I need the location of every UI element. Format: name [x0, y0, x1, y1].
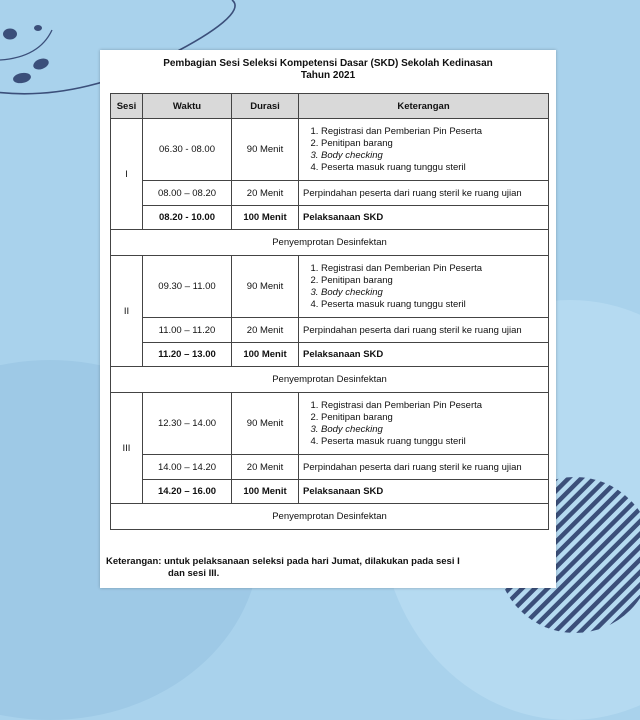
- title-line-1: Pembagian Sesi Seleksi Kompetensi Dasar (SKD) Sekolah Kedinasan: [163, 58, 493, 69]
- time-cell: 14.00 – 14.20: [143, 455, 232, 480]
- duration-cell: 90 Menit: [232, 393, 299, 455]
- table-row: [111, 480, 549, 504]
- title-line-2: Tahun 2021: [300, 70, 356, 81]
- table-row: [111, 181, 549, 206]
- list-item: 1. Registrasi dan Pemberian Pin Peserta: [321, 400, 544, 412]
- list-item: 4. Peserta masuk ruang tunggu steril: [321, 299, 544, 311]
- list-item: 4. Peserta masuk ruang tunggu steril: [321, 436, 544, 448]
- header-waktu: Waktu: [143, 94, 232, 119]
- session-number: III: [111, 393, 143, 504]
- list-item: 1. Registrasi dan Pemberian Pin Peserta: [321, 126, 544, 138]
- description-cell: Perpindahan peserta dari ruang steril ke ruang ujian: [299, 181, 549, 206]
- schedule-document: [100, 50, 556, 588]
- header-durasi: Durasi: [232, 94, 299, 119]
- table-row: [111, 343, 549, 367]
- table-row-separator: [111, 367, 549, 393]
- duration-cell: 20 Menit: [232, 318, 299, 343]
- description-cell: Pelaksanaan SKD: [299, 480, 549, 504]
- table-row: [111, 455, 549, 480]
- time-cell: 09.30 – 11.00: [143, 256, 232, 318]
- list-item: 3. Body checking: [321, 150, 544, 162]
- time-cell: 06.30 - 08.00: [143, 119, 232, 181]
- time-cell: 14.20 – 16.00: [143, 480, 232, 504]
- time-cell: 12.30 – 14.00: [143, 393, 232, 455]
- decorative-curve-line-2: [0, 30, 52, 60]
- session-number: I: [111, 119, 143, 230]
- description-cell: Perpindahan peserta dari ruang steril ke ruang ujian: [299, 455, 549, 480]
- footnote-line-2: dan sesi III.: [168, 568, 220, 579]
- disinfection-cell: Penyemprotan Desinfektan: [111, 230, 549, 256]
- table-row-separator: [111, 230, 549, 256]
- step-list: [303, 400, 544, 448]
- step-list: [303, 126, 544, 174]
- document-title: [100, 58, 556, 82]
- table-row: [111, 318, 549, 343]
- disinfection-cell: Penyemprotan Desinfektan: [111, 367, 549, 393]
- disinfection-cell: Penyemprotan Desinfektan: [111, 504, 549, 530]
- step-list: [303, 263, 544, 311]
- session-table: [110, 93, 549, 530]
- session-number: II: [111, 256, 143, 367]
- description-cell: [299, 119, 549, 181]
- table-row: [111, 206, 549, 230]
- time-cell: 08.20 - 10.00: [143, 206, 232, 230]
- list-item: 2. Penitipan barang: [321, 275, 544, 287]
- list-item: 1. Registrasi dan Pemberian Pin Peserta: [321, 263, 544, 275]
- footnote-line-1: Keterangan: untuk pelaksanaan seleksi pada hari Jumat, dilakukan pada sesi I: [106, 556, 460, 567]
- list-item: 4. Peserta masuk ruang tunggu steril: [321, 162, 544, 174]
- time-cell: 11.20 – 13.00: [143, 343, 232, 367]
- duration-cell: 20 Menit: [232, 181, 299, 206]
- header-sesi: Sesi: [111, 94, 143, 119]
- duration-cell: 100 Menit: [232, 343, 299, 367]
- description-cell: [299, 393, 549, 455]
- table-row: [111, 393, 549, 455]
- list-item: 3. Body checking: [321, 287, 544, 299]
- header-keterangan: Keterangan: [299, 94, 549, 119]
- list-item: 2. Penitipan barang: [321, 138, 544, 150]
- duration-cell: 90 Menit: [232, 256, 299, 318]
- table-row-separator: [111, 504, 549, 530]
- table-row: [111, 119, 549, 181]
- decorative-dot: [32, 57, 50, 72]
- duration-cell: 100 Menit: [232, 206, 299, 230]
- description-cell: [299, 256, 549, 318]
- footnote: [106, 556, 546, 580]
- list-item: 2. Penitipan barang: [321, 412, 544, 424]
- duration-cell: 100 Menit: [232, 480, 299, 504]
- decorative-dot: [3, 29, 17, 40]
- time-cell: 08.00 – 08.20: [143, 181, 232, 206]
- decorative-dot: [12, 72, 31, 85]
- description-cell: Perpindahan peserta dari ruang steril ke ruang ujian: [299, 318, 549, 343]
- duration-cell: 90 Menit: [232, 119, 299, 181]
- description-cell: Pelaksanaan SKD: [299, 206, 549, 230]
- duration-cell: 20 Menit: [232, 455, 299, 480]
- time-cell: 11.00 – 11.20: [143, 318, 232, 343]
- decorative-dot: [34, 25, 42, 31]
- description-cell: Pelaksanaan SKD: [299, 343, 549, 367]
- list-item: 3. Body checking: [321, 424, 544, 436]
- table-header-row: [111, 94, 549, 119]
- table-row: [111, 256, 549, 318]
